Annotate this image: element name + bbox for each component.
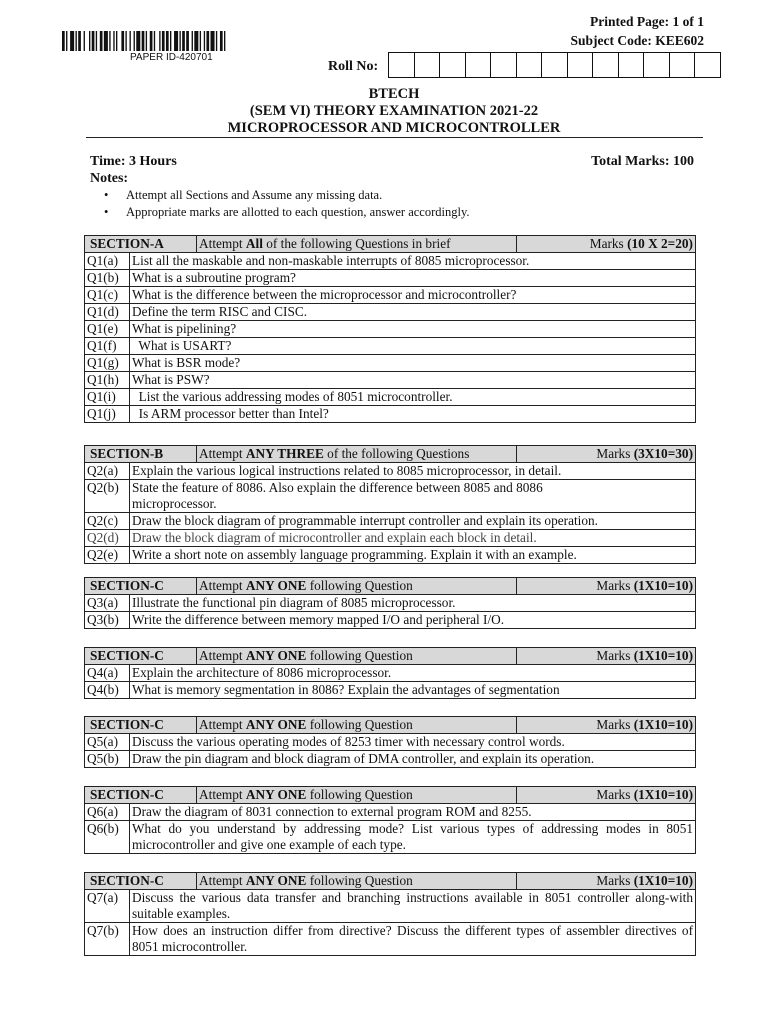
roll-no-box[interactable] [516, 52, 543, 78]
question-row [85, 547, 696, 564]
question-row [85, 751, 696, 768]
roll-no-box[interactable] [541, 52, 568, 78]
section-c-q5-table [84, 716, 696, 768]
question-row [85, 804, 696, 821]
notes-heading: Notes: [90, 171, 129, 186]
section-b-table [84, 445, 696, 564]
question-number: Q5(a) [85, 734, 130, 751]
question-number: Q2(e) [85, 547, 130, 564]
question-row [85, 463, 696, 480]
question-row [85, 480, 696, 513]
question-row [85, 530, 696, 547]
roll-no-box[interactable] [592, 52, 619, 78]
question-text: Is ARM processor better than Intel? [130, 406, 696, 423]
barcode [62, 31, 292, 51]
question-text: List the various addressing modes of 8051 microcontroller. [130, 389, 696, 406]
question-row [85, 406, 696, 423]
section-marks: Marks (3X10=30) [517, 446, 696, 463]
question-row [85, 287, 696, 304]
section-name: SECTION-C [85, 648, 197, 665]
section-header [85, 873, 696, 890]
section-name: SECTION-C [85, 873, 197, 890]
section-marks: Marks (1X10=10) [517, 578, 696, 595]
roll-no-box[interactable] [388, 52, 415, 78]
question-row [85, 821, 696, 854]
bullet-icon: • [104, 188, 109, 202]
paper-id: PAPER ID-420701 [130, 52, 213, 63]
question-text: Draw the block diagram of microcontroller and explain each block in detail. [130, 530, 696, 547]
question-number: Q4(b) [85, 682, 130, 699]
question-number: Q1(f) [85, 338, 130, 355]
section-instruction: Attempt ANY ONE following Question [197, 787, 517, 804]
subject-code: Subject Code: KEE602 [570, 33, 704, 48]
question-text: Discuss the various operating modes of 8253 timer with necessary control words. [130, 734, 696, 751]
question-text: Draw the block diagram of programmable interrupt controller and explain its operation. [130, 513, 696, 530]
question-row [85, 389, 696, 406]
section-instruction: Attempt ANY ONE following Question [197, 873, 517, 890]
question-number: Q1(i) [85, 389, 130, 406]
section-name: SECTION-C [85, 787, 197, 804]
question-row [85, 595, 696, 612]
question-row [85, 612, 696, 629]
question-text: What is USART? [130, 338, 696, 355]
roll-no-boxes [389, 52, 721, 78]
time-allowed: Time: 3 Hours [90, 154, 177, 169]
question-row [85, 270, 696, 287]
question-row [85, 923, 696, 956]
degree-title: BTECH [368, 86, 420, 102]
roll-no-box[interactable] [414, 52, 441, 78]
roll-no-box[interactable] [490, 52, 517, 78]
title-divider [86, 137, 703, 138]
question-number: Q1(a) [85, 253, 130, 270]
question-text: How does an instruction differ from directive? Discuss the different types of assembler directives of 8051 microcontroller. [130, 923, 696, 956]
roll-no-box[interactable] [465, 52, 492, 78]
printed-page: Printed Page: 1 of 1 [590, 14, 704, 29]
section-header [85, 717, 696, 734]
question-text: Explain the architecture of 8086 microprocessor. [130, 665, 696, 682]
question-text: Explain the various logical instructions related to 8085 microprocessor, in detail. [130, 463, 696, 480]
question-text: What is pipelining? [130, 321, 696, 338]
question-text: Illustrate the functional pin diagram of 8085 microprocessor. [130, 595, 696, 612]
question-text: Draw the pin diagram and block diagram of DMA controller, and explain its operation. [130, 751, 696, 768]
section-marks: Marks (1X10=10) [517, 717, 696, 734]
section-name: SECTION-B [85, 446, 197, 463]
section-c-q4-table [84, 647, 696, 699]
question-row [85, 321, 696, 338]
roll-no-box[interactable] [618, 52, 645, 78]
section-header [85, 236, 696, 253]
question-text: What is memory segmentation in 8086? Explain the advantages of segmentation [130, 682, 696, 699]
question-row [85, 253, 696, 270]
question-row [85, 304, 696, 321]
section-header [85, 578, 696, 595]
question-number: Q4(a) [85, 665, 130, 682]
section-name: SECTION-A [85, 236, 197, 253]
section-name: SECTION-C [85, 578, 197, 595]
roll-no-box[interactable] [567, 52, 594, 78]
question-text: Discuss the various data transfer and branching instructions available in 8051 controller along-with suitable examples. [130, 890, 696, 923]
question-text: State the feature of 8086. Also explain the difference between 8085 and 8086 microprocessor. [130, 480, 696, 513]
question-text: What is PSW? [130, 372, 696, 389]
question-text: Define the term RISC and CISC. [130, 304, 696, 321]
section-header [85, 446, 696, 463]
section-header [85, 787, 696, 804]
question-text: What is a subroutine program? [130, 270, 696, 287]
question-number: Q1(j) [85, 406, 130, 423]
section-c-q6-table [84, 786, 696, 854]
question-text: List all the maskable and non-maskable interrupts of 8085 microprocessor. [130, 253, 696, 270]
question-text: Write the difference between memory mapped I/O and peripheral I/O. [130, 612, 696, 629]
section-header [85, 648, 696, 665]
notes-list [104, 188, 470, 222]
question-number: Q6(b) [85, 821, 130, 854]
section-c-q3-table [84, 577, 696, 629]
question-row [85, 338, 696, 355]
question-number: Q7(b) [85, 923, 130, 956]
question-text: What do you understand by addressing mode? List various types of addressing modes in 8051 microcontroller and give one example of each type. [130, 821, 696, 854]
section-marks: Marks (1X10=10) [517, 873, 696, 890]
note-item: • Appropriate marks are allotted to each question, answer accordingly. [104, 205, 470, 219]
section-a-table [84, 235, 696, 423]
question-row [85, 355, 696, 372]
question-number: Q1(d) [85, 304, 130, 321]
question-number: Q6(a) [85, 804, 130, 821]
question-number: Q1(c) [85, 287, 130, 304]
question-text: Draw the diagram of 8031 connection to external program ROM and 8255. [130, 804, 696, 821]
section-c-q7-table [84, 872, 696, 956]
question-row [85, 513, 696, 530]
question-number: Q2(c) [85, 513, 130, 530]
section-instruction: Attempt ANY ONE following Question [197, 717, 517, 734]
section-instruction: Attempt ANY ONE following Question [197, 648, 517, 665]
section-marks: Marks (10 X 2=20) [517, 236, 696, 253]
total-marks: Total Marks: 100 [591, 154, 694, 169]
roll-no-box[interactable] [694, 52, 721, 78]
question-row [85, 734, 696, 751]
section-instruction: Attempt ANY ONE following Question [197, 578, 517, 595]
section-instruction: Attempt ANY THREE of the following Questions [197, 446, 517, 463]
question-number: Q1(h) [85, 372, 130, 389]
question-row [85, 665, 696, 682]
section-instruction: Attempt All of the following Questions in brief [197, 236, 517, 253]
question-number: Q3(b) [85, 612, 130, 629]
note-item: • Attempt all Sections and Assume any missing data. [104, 188, 383, 202]
section-marks: Marks (1X10=10) [517, 787, 696, 804]
roll-no-box[interactable] [643, 52, 670, 78]
subject-title: MICROPROCESSOR AND MICROCONTROLLER [227, 120, 561, 136]
question-number: Q2(b) [85, 480, 130, 513]
question-row [85, 372, 696, 389]
question-text: What is BSR mode? [130, 355, 696, 372]
question-number: Q7(a) [85, 890, 130, 923]
question-row [85, 682, 696, 699]
exam-title: (SEM VI) THEORY EXAMINATION 2021-22 [249, 103, 539, 119]
question-number: Q5(b) [85, 751, 130, 768]
roll-no-box[interactable] [669, 52, 696, 78]
question-text: Write a short note on assembly language programming. Explain it with an example. [130, 547, 696, 564]
question-number: Q1(b) [85, 270, 130, 287]
question-number: Q1(e) [85, 321, 130, 338]
question-number: Q3(a) [85, 595, 130, 612]
roll-no-box[interactable] [439, 52, 466, 78]
question-number: Q2(d) [85, 530, 130, 547]
roll-no-label: Roll No: [328, 59, 379, 74]
question-row [85, 890, 696, 923]
question-text: What is the difference between the microprocessor and microcontroller? [130, 287, 696, 304]
question-number: Q2(a) [85, 463, 130, 480]
section-marks: Marks (1X10=10) [517, 648, 696, 665]
section-name: SECTION-C [85, 717, 197, 734]
question-number: Q1(g) [85, 355, 130, 372]
bullet-icon: • [104, 205, 109, 219]
